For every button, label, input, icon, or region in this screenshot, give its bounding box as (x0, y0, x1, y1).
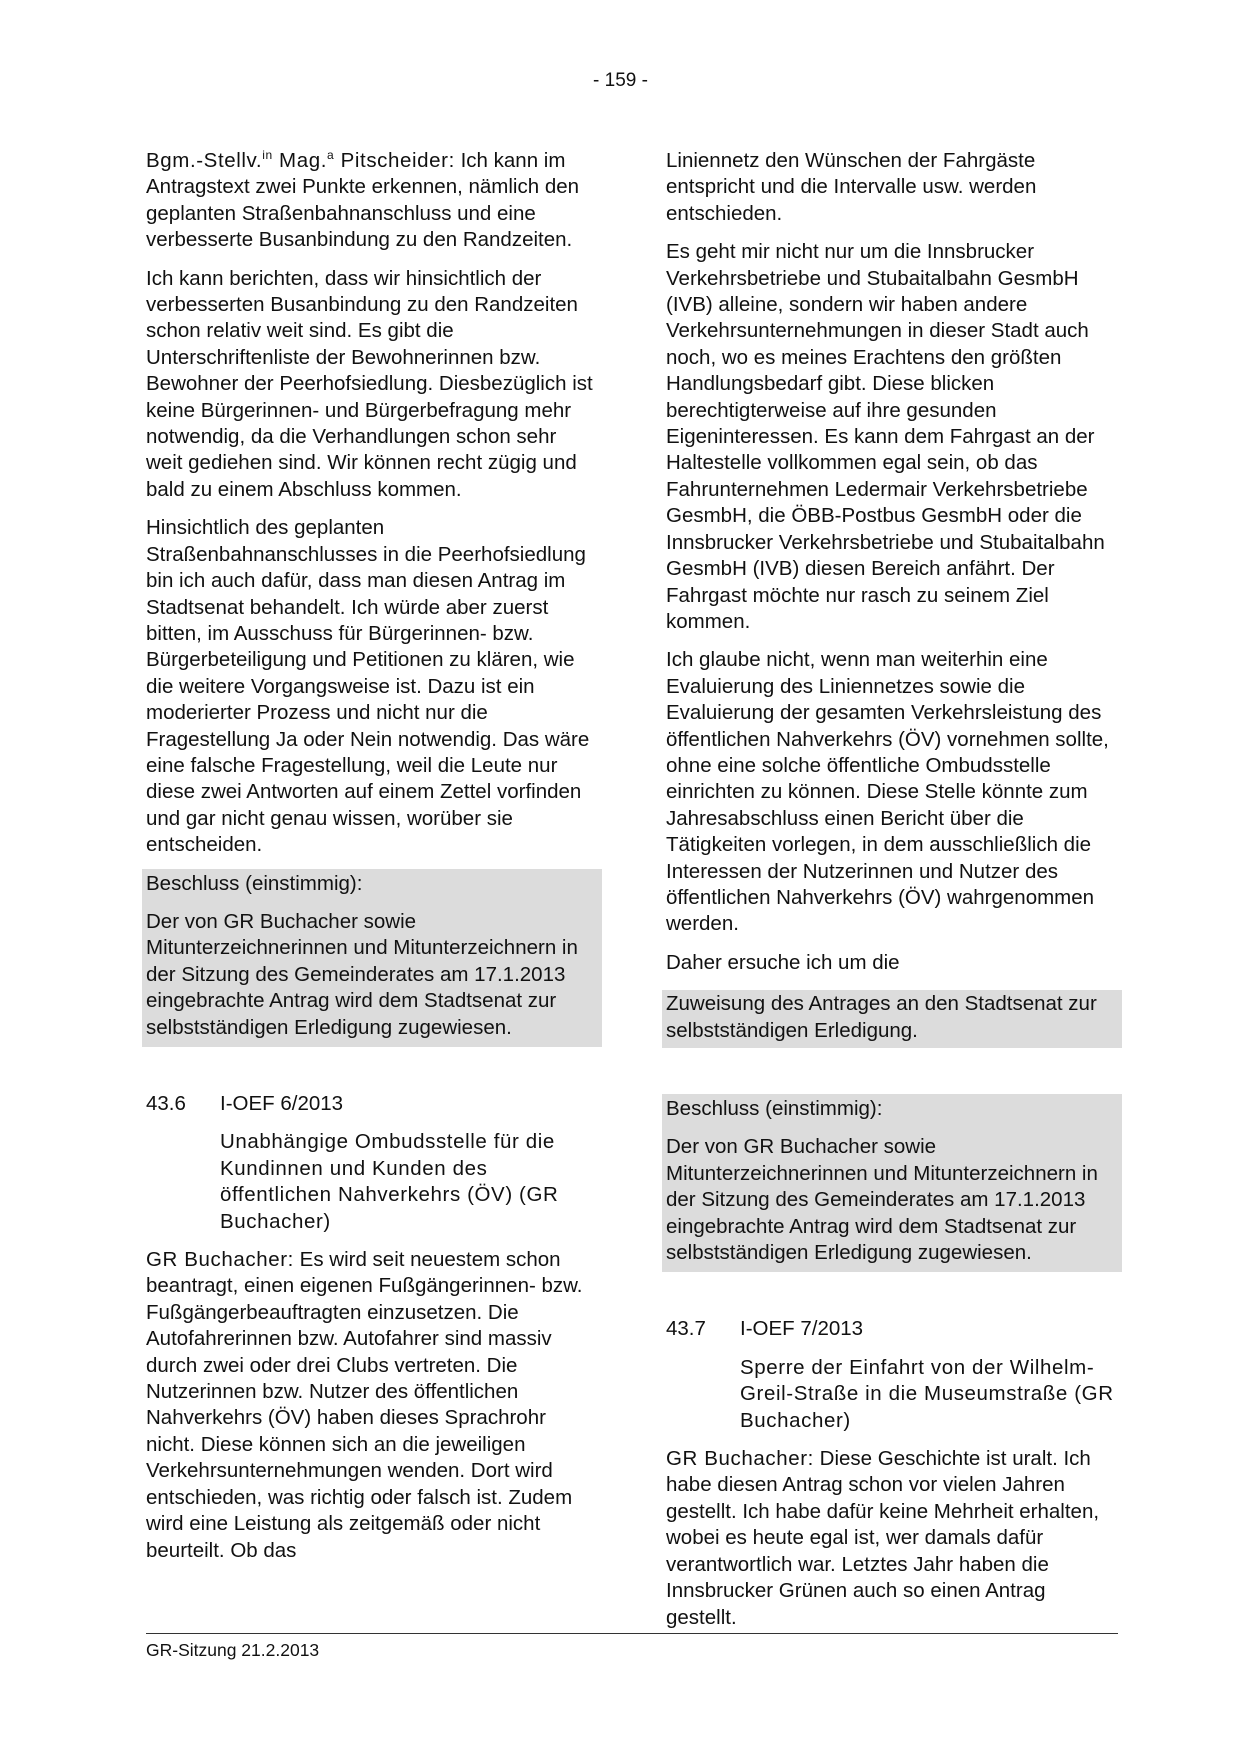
agenda-item-title: Sperre der Einfahrt von der Wilhelm-Greil-Straße in die Museumstraße (GR Buchacher) (740, 1355, 1114, 1432)
speech-buchacher: GR Buchacher: Es wird seit neuestem schon beantragt, einen eigenen Fußgängerinnen- bzw. Fußgängerbeauftragten einzusetzen. Die Autofahrerinnen bzw. Autofahrer sind massiv durch zwei oder drei Clubs vertreten. Die Nutzerinnen bzw. Nutzer des öffentlichen Nahverkehrs (ÖV) haben dieses Sprachrohr nicht. Diese können sich an die jeweiligen Verkehrsunternehmungen wenden. Dort wird entschieden, was richtig oder falsch ist. Zudem wird eine Leistung als zeitgemäß oder nicht beurteilt. Ob das (146, 1248, 583, 1562)
resolution-text: Der von GR Buchacher sowie Mitunterzeichnerinnen und Mitunterzeichnern in der Sitzung des Gemeinderates am 17.1.2013 eingebrachte Antrag wird dem Stadtsenat zur selbstständigen Erledigung zugewiesen. (666, 1135, 1098, 1265)
resolution-label: Beschluss (einstimmig): (666, 1097, 883, 1120)
resolution-text: Der von GR Buchacher sowie Mitunterzeichnerinnen und Mitunterzeichnern in der Sitzung des Gemeinderates am 17.1.2013 eingebrachte Antrag wird dem Stadtsenat zur selbstständigen Erledigung zugewiesen. (146, 909, 578, 1039)
paragraph: Ich kann berichten, dass wir hinsichtlich der verbesserten Busanbindung zu den Randzeiten schon relativ weit sind. Es gibt die Unterschriftenliste der Bewohnerinnen bzw. Bewohner der Peerhofsiedlung. Diesbezüglich ist keine Bürgerinnen- und Bürgerbefragung mehr notwendig, da die Verhandlungen schon sehr weit gediehen sind. Wir können recht zügig und bald zu einem Abschluss kommen. (146, 266, 593, 501)
paragraph: Hinsichtlich des geplanten Straßenbahnanschlusses in die Peerhofsiedlung bin ich auch dafür, dass man diesen Antrag im Stadtsenat behandelt. Ich würde aber zuerst bitten, im Ausschuss für Bürgerinnen- bzw. Bürgerbeteiligung und Petitionen zu klären, wie die weitere Vorgangsweise ist. Dazu ist ein moderierter Prozess und nicht nur die Fragestellung Ja oder Nein notwendig. Das wäre eine falsche Fragestellung, weil die Leute nur diese zwei Antworten auf einem Zettel vorfinden und gar nicht genau wissen, worüber sie entscheiden. (146, 516, 590, 857)
speaker-name: Bgm.-Stellv.$^{in}$ Mag.$^a$ Pitscheider: (146, 148, 455, 172)
paragraph: Liniennetz den Wünschen der Fahrgäste entspricht und die Intervalle usw. werden entschieden. (666, 149, 1037, 225)
right-column (666, 148, 1118, 1643)
page-number: - 159 - (593, 70, 648, 91)
agenda-item-title: Unabhängige Ombudsstelle für die Kundinnen und Kunden des öffentlichen Nahverkehrs (ÖV) (GR Buchacher) (220, 1130, 559, 1233)
agenda-item-number: 43.6 (146, 1092, 186, 1115)
agenda-item-code: I-OEF 6/2013 (220, 1092, 344, 1115)
resolution-box (662, 1094, 1122, 1272)
resolution-box (142, 869, 602, 1047)
agenda-item-heading (146, 1091, 598, 1117)
left-column (146, 148, 598, 1576)
speaker-name: GR Buchacher: (146, 1248, 294, 1272)
paragraph: Daher ersuche ich um die (666, 950, 900, 974)
footer-divider (146, 1633, 1118, 1634)
paragraph: Ich glaube nicht, wenn man weiterhin eine Evaluierung des Liniennetzes sowie die Evaluierung der gesamten Verkehrsleistung des öffentlichen Nahverkehrs (ÖV) vornehmen sollte, ohne eine solche öffentliche Ombudsstelle einrichten zu können. Diese Stelle könnte zum Jahresabschluss einen Bericht über die Tätigkeiten vorlegen, in dem ausschließlich die Interessen der Nutzerinnen und Nutzer des öffentlichen Nahverkehrs (ÖV) wahrgenommen werden. (666, 648, 1109, 936)
request-box (662, 990, 1122, 1048)
paragraph: Es geht mir nicht nur um die Innsbrucker Verkehrsbetriebe und Stubaitalbahn GesmbH (IVB) alleine, sondern wir haben andere Verkehrsunternehmungen in dieser Stadt auch noch, wo es meines Erachtens den größten Handlungsbedarf gibt. Diese blicken berechtigterweise auf ihre gesunden Eigeninteressen. Es kann dem Fahrgast an der Haltestelle vollkommen egal sein, ob das Fahrunternehmen Ledermair Verkehrsbetriebe GesmbH, die ÖBB-Postbus GesmbH oder die Innsbrucker Verkehrsbetriebe und Stubaitalbahn GesmbH (IVB) diesen Bereich anfährt. Der Fahrgast möchte nur rasch zu seinem Ziel kommen. (666, 240, 1105, 633)
footer-session-date: GR-Sitzung 21.2.2013 (146, 1640, 320, 1660)
resolution-label: Beschluss (einstimmig): (146, 871, 363, 895)
speech-pitscheider: Bgm.-Stellv.$^{in}$ Mag.$^a$ Pitscheider: Ich kann im Antragstext zwei Punkte erkennen, nämlich den geplanten Straßenbahnanschluss und eine verbesserte Busanbindung zu den Randzeiten. (146, 148, 580, 252)
agenda-item-number: 43.7 (666, 1317, 706, 1341)
agenda-item-code: I-OEF 7/2013 (740, 1317, 864, 1341)
agenda-item-heading (666, 1316, 1118, 1342)
speech-buchacher: GR Buchacher: Diese Geschichte ist uralt. Ich habe diesen Antrag schon vor vielen Jahren gestellt. Ich habe dafür keine Mehrheit erhalten, wobei es heute egal ist, wer damals dafür verantwortlich war. Letztes Jahr haben die Innsbrucker Grünen auch so einen Antrag gestellt. (666, 1447, 1100, 1629)
speaker-name: GR Buchacher: (666, 1447, 814, 1471)
request-text: Zuweisung des Antrages an den Stadtsenat zur selbstständigen Erledigung. (666, 992, 1097, 1042)
